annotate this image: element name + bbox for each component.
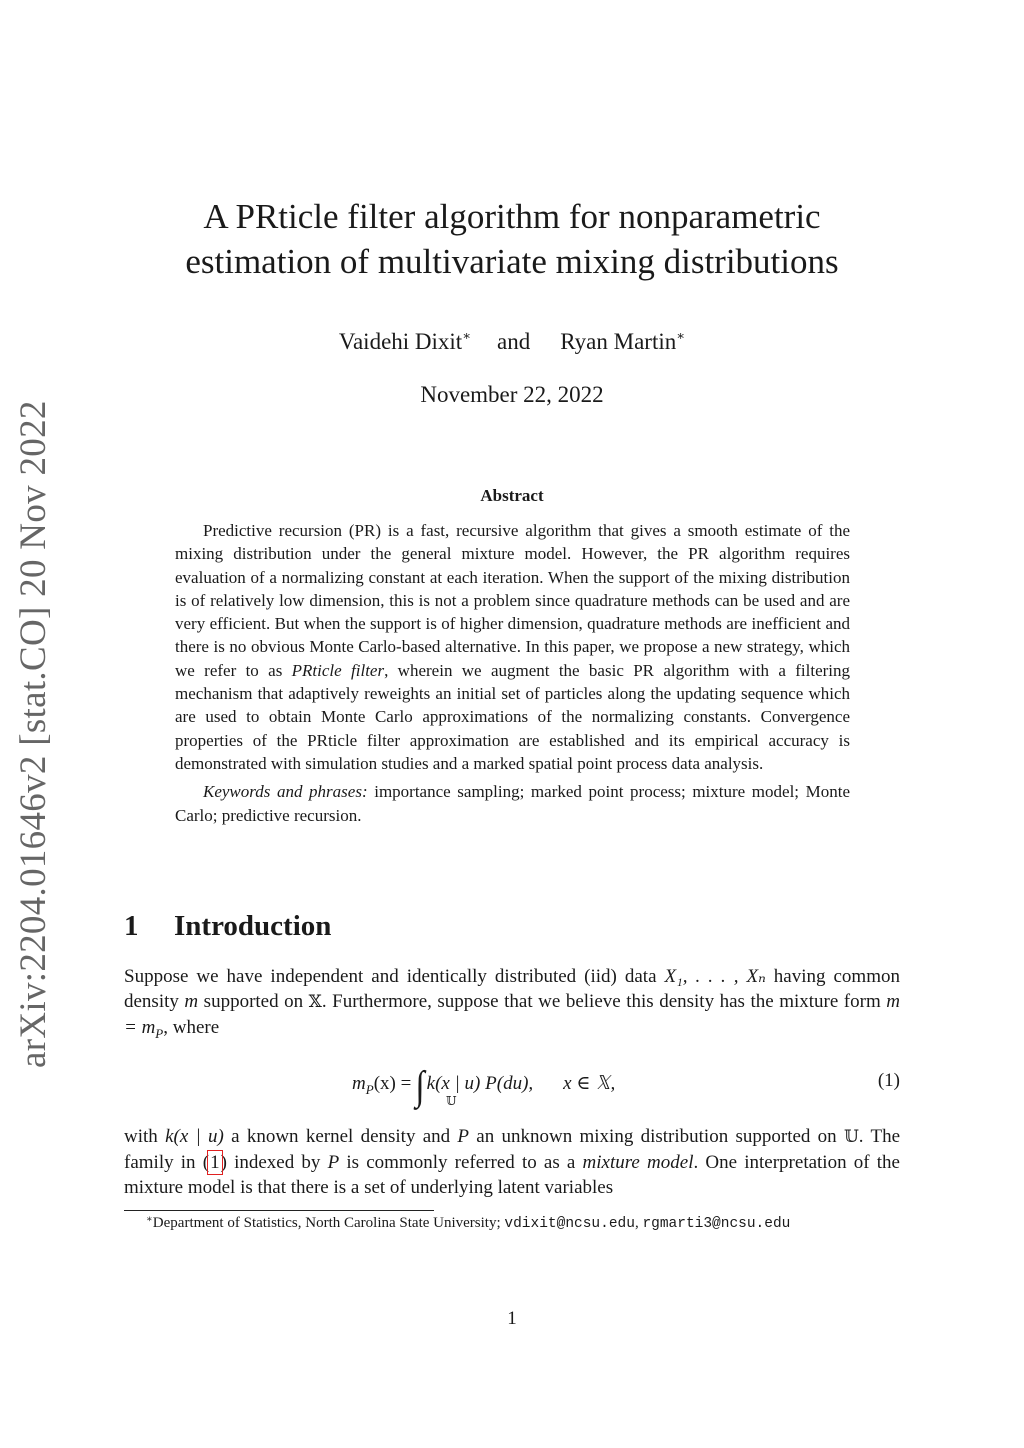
title-line-2: estimation of multivariate mixing distributions <box>185 242 839 281</box>
footnote-text: Department of Statistics, North Carolina State University; <box>152 1215 505 1231</box>
intro-text: Suppose we have independent and identically distributed (iid) data <box>124 966 665 987</box>
math-mixing-distribution: P <box>457 1126 470 1147</box>
equation-1 <box>124 1058 900 1108</box>
eq-lhs-argument: (x) = <box>373 1073 412 1094</box>
footnote-divider <box>124 1210 434 1211</box>
section-title: Introduction <box>174 910 332 942</box>
paper-title <box>100 194 924 284</box>
eq-condition: x ∈ 𝕏, <box>563 1073 616 1094</box>
author-2 <box>560 328 685 355</box>
intro-paragraph-1 <box>124 964 900 1046</box>
keywords-label: Keywords and phrases: <box>203 782 368 802</box>
intro-text: indexed by <box>226 1152 328 1174</box>
math-sample-space: 𝕏 <box>308 992 322 1013</box>
section-heading-introduction <box>124 910 331 943</box>
intro-text: with <box>124 1126 166 1147</box>
eq-lhs: m <box>352 1073 366 1094</box>
author-1-name: Vaidehi Dixit <box>338 329 463 354</box>
title-line-1: A PRticle filter algorithm for nonparametric <box>203 197 821 236</box>
eq-integrand: k(x | u) P(du), <box>426 1073 534 1094</box>
intro-text: . The family in <box>124 1126 901 1174</box>
intro-text: , where <box>163 1017 220 1039</box>
author-connector: and <box>497 329 531 354</box>
abstract-text-2: , wherein we augment the basic PR algorithm with a filtering mechanism that adaptively reweights an initial set of particles along the updating sequence which are used to obtain Monte Carlo approximations of the normalizing constants. Convergence properties of the PRticle filter approximation are established and its empirical accuracy is demonstrated with simulation studies and a marked spatial point process data analysis. <box>175 660 851 773</box>
intro-text: an unknown mixing distribution supported on <box>469 1126 844 1147</box>
email-link-martin[interactable]: rgmarti3@ncsu.edu <box>642 1216 791 1232</box>
email-link-dixit[interactable]: vdixit@ncsu.edu <box>504 1216 635 1232</box>
math-density: m <box>184 991 199 1013</box>
equation-number: (1) <box>877 1070 900 1091</box>
author-1-mark: ∗ <box>462 328 472 343</box>
intro-text: a known kernel density and <box>223 1126 458 1147</box>
integral-sign: ∫ <box>415 1064 425 1109</box>
intro-text: supported on <box>198 991 309 1013</box>
intro-text: is commonly referred to as a <box>339 1152 583 1174</box>
mixture-model-term: mixture model <box>582 1152 694 1174</box>
footnote-affiliation <box>146 1214 900 1232</box>
footnote-mark: ∗ <box>146 1214 153 1225</box>
math-mixing-distribution: P <box>327 1152 340 1174</box>
integral-domain: 𝕌 <box>446 1094 457 1108</box>
abstract-paragraph <box>175 519 850 775</box>
math-data-sequence: X₁, . . . , Xₙ <box>664 966 766 987</box>
author-2-mark: ∗ <box>676 328 686 343</box>
abstract-heading: Abstract <box>480 486 544 505</box>
author-1 <box>339 328 471 355</box>
math-mixture-form: m = m <box>124 991 901 1039</box>
keywords-paragraph <box>175 780 850 827</box>
eq-lhs-subscript: P <box>365 1081 374 1097</box>
footnote-separator: , <box>634 1215 643 1231</box>
author-2-name: Ryan Martin <box>560 329 677 354</box>
equation-body <box>352 1064 616 1109</box>
intro-text: having common density <box>124 966 900 1013</box>
arxiv-identifier: arXiv:2204.01646v2 [stat.CO] 20 Nov 2022 <box>13 400 54 1068</box>
abstract-italic-term: PRticle filter <box>291 660 385 680</box>
publication-date: November 22, 2022 <box>420 382 604 407</box>
intro-text: . Furthermore, suppose that we believe this density has the mixture form <box>321 991 887 1013</box>
math-subscript: P <box>155 1026 164 1042</box>
section-number: 1 <box>124 910 139 942</box>
abstract-body <box>175 519 850 827</box>
math-kernel: k(x | u) <box>165 1126 224 1147</box>
page-number: 1 <box>507 1308 517 1329</box>
keywords-list: importance sampling; marked point process; mixture model; Monte Carlo; predictive recursion. <box>175 782 850 825</box>
intro-text: . One interpretation of the mixture model is that there is a set of underlying latent variables <box>124 1152 900 1199</box>
abstract-text-1: Predictive recursion (PR) is a fast, recursive algorithm that gives a smooth estimate of the mixing distribution under the general mixture model. However, the PR algorithm requires evaluation of a normalizing constant at each iteration. When the support of the mixing distribution is of relatively low dimension, this is not a problem since quadrature methods can be used and are very efficient. But when the support is of higher dimension, quadrature methods are inefficient and there is no obvious Monte Carlo-based alternative. In this paper, we propose a new strategy, which we refer to as <box>175 521 850 680</box>
author-list <box>100 328 924 355</box>
intro-paragraph-2: with k(x | u) a known kernel density and P an unknown mixing distribution supported on 𝕌. The family in (1) indexed by P is commonly referred to as a mixture model. One interpretation of the mixture model is that there is a set of underlying latent variables <box>124 1126 901 1199</box>
equation-reference-link[interactable]: 1 <box>210 1152 220 1174</box>
math-support-space: 𝕌 <box>843 1127 859 1147</box>
